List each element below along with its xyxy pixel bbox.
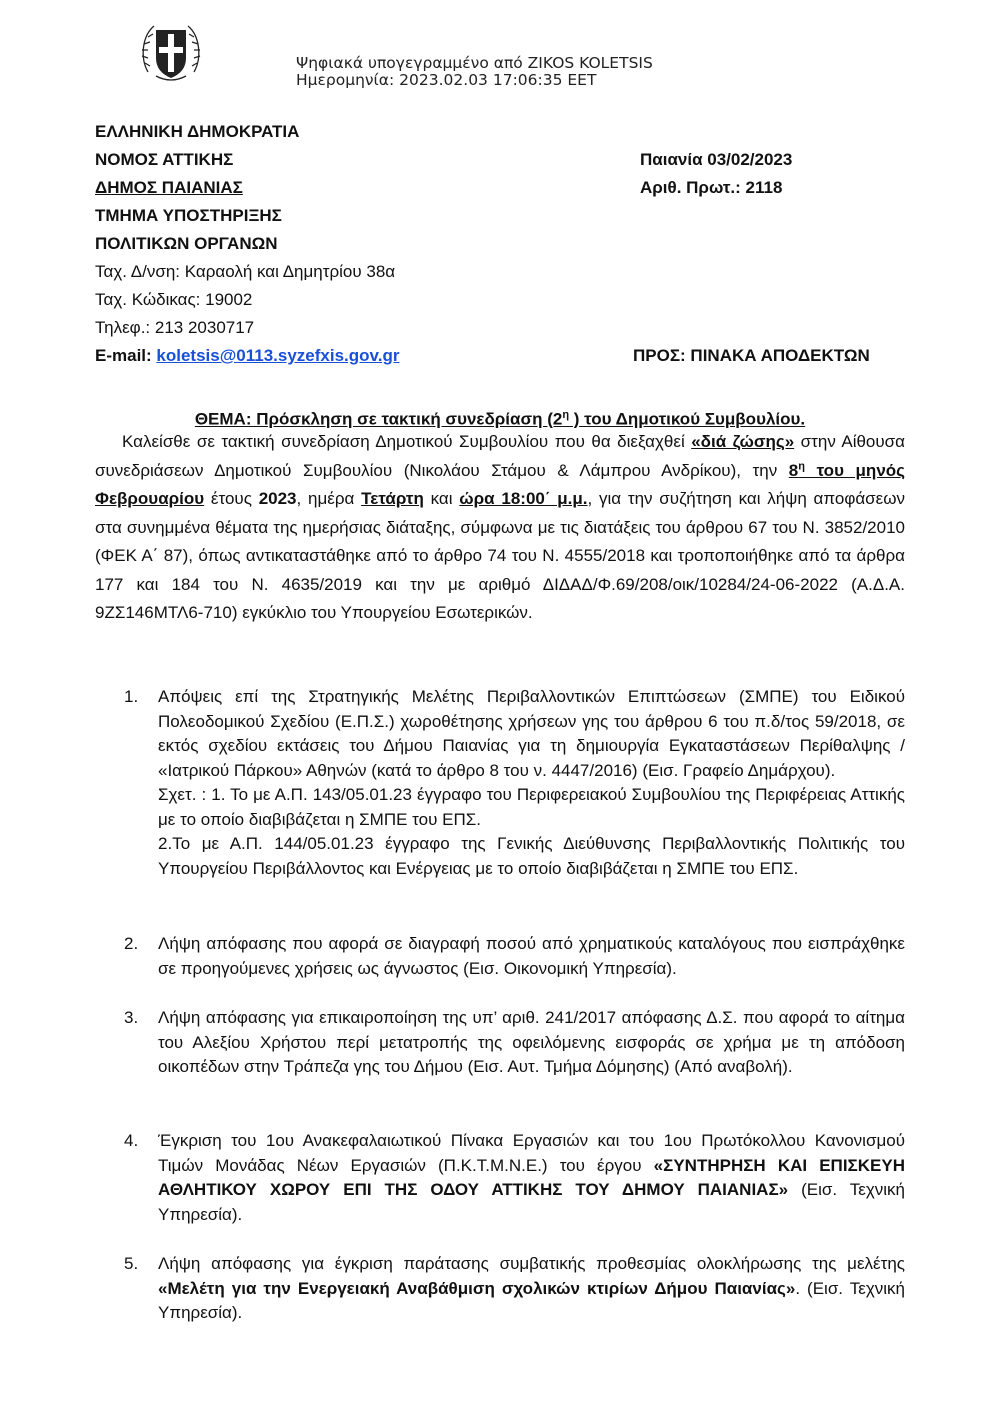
agenda-item-5 (124, 1252, 905, 1326)
email-label: E-mail: (95, 346, 157, 365)
study-title: «Μελέτη για την Ενεργειακή Αναβάθμιση σχολικών κτιρίων Δήμου Παιανίας» (158, 1278, 796, 1298)
agenda-item-number: 4. (124, 1131, 139, 1150)
subject-text-after: ) του Δημοτικού Συμβουλίου. (569, 409, 806, 429)
header-department-2: ΠΟΛΙΤΙΚΩΝ ΟΡΓΑΝΩΝ (95, 234, 278, 253)
protocol-number: Αριθ. Πρωτ.: 2118 (640, 178, 783, 197)
meeting-time: ώρα 18:00΄ μ.μ. (459, 489, 588, 508)
invitation-text-3: έτους (204, 489, 259, 508)
project-title: «ΣΥΝΤΗΡΗΣΗ ΚΑΙ ΕΠΙΣΚΕΥΗ ΑΘΛΗΤΙΚΟΥ ΧΩΡΟΥ ΕΠΙ ΤΗΣ ΟΔΟΥ ΑΤΤΙΚΗΣ ΤΟΥ ΔΗΜΟΥ ΠΑΙΑΝΙΑΣ» (158, 1155, 905, 1199)
digital-signature (296, 55, 653, 89)
agenda-item-number: 5. (124, 1254, 139, 1273)
agenda-item-related-2: 2.Το με Α.Π. 144/05.01.23 έγγραφο της Γενικής Διεύθυνσης Περιβαλλοντικής Πολιτικής του Υπουργείου Περιβάλλοντος και Ενέργειας με το οποίο διαβιβάζεται η ΣΜΠΕ του ΕΠΣ. (158, 834, 905, 878)
place-date: Παιανία 03/02/2023 (640, 150, 793, 169)
meeting-day-number: 8 (788, 460, 799, 480)
agenda-item-text-post: (Εισ. Τεχνική Υπηρεσία). (158, 1180, 905, 1224)
agenda-item-related-1: Σχετ. : 1. Το με Α.Π. 143/05.01.23 έγγραφο του Περιφερειακού Συμβουλίου της Περιφέρειας Αττικής με το οποίο διαβιβάζεται η ΣΜΠΕ του ΕΠΣ. (158, 785, 905, 829)
agenda-item-text (158, 1129, 905, 1227)
agenda-item-2 (124, 932, 905, 981)
email-link[interactable]: koletsis@0113.syzefxis.gov.gr (156, 346, 400, 365)
subject-text-before: ΘΕΜΑ: Πρόσκληση σε τακτική συνεδρίαση (2 (194, 409, 563, 429)
recipients: ΠΡΟΣ: ΠΙΝΑΚΑ ΑΠΟΔΕΚΤΩΝ (633, 346, 870, 365)
agenda-item-text-pre: Έγκριση του 1ου Ανακεφαλαιωτικού Πίνακα Εργασιών και του 1ου Πρωτόκολλου Κανονισμού Τιμών Μονάδας Νέων Εργασιών (Π.Κ.Τ.Μ.Ν.Ε.) του έργου (158, 1131, 905, 1175)
agenda-item-text: Λήψη απόφασης που αφορά σε διαγραφή ποσού από χρηματικούς καταλόγους που εισπράχθηκε σε προηγούμενες χρήσεις ως άγνωστος (Εισ. Οικονομική Υπηρεσία). (158, 934, 905, 978)
meeting-mode: «διά ζώσης» (691, 432, 795, 451)
meeting-day-sup: η (798, 459, 805, 472)
agenda-item-3 (124, 1006, 905, 1080)
header-department-1: ΤΜΗΜΑ ΥΠΟΣΤΗΡΙΞΗΣ (95, 206, 282, 225)
signature-line-2: Ημερομηνία: 2023.02.03 17:06:35 EET (296, 71, 597, 89)
meeting-year: 2023 (258, 489, 297, 508)
agenda-item-text: Λήψη απόφασης για επικαιροποίηση της υπ’ αριθ. 241/2017 απόφασης Δ.Σ. που αφορά το αίτημα του Αλεξίου Χρήστου περί μετατροπής της οφειλόμενης εισφοράς σε χρήμα με τη απόδοση οικοπέδων στην Τράπεζα γης του Δήμου (Εισ. Αυτ. Τμήμα Δόμησης) (Από αναβολή). (158, 1008, 905, 1076)
coat-of-arms-icon (140, 20, 202, 86)
meeting-weekday: Τετάρτη (361, 489, 424, 508)
meeting-month: του μηνός Φεβρουαρίου (95, 460, 905, 508)
invitation-text-5: και (423, 489, 460, 508)
header-country: ΕΛΛΗΝΙΚΗ ΔΗΜΟΚΡΑΤΙΑ (95, 122, 300, 141)
invitation-text-1: Καλείσθε σε τακτική συνεδρίαση Δημοτικού Συμβουλίου που θα διεξαχθεί (122, 432, 692, 451)
invitation-text-4: , ημέρα (296, 489, 362, 508)
header-address: Ταχ. Δ/νση: Καραολή και Δημητρίου 38α (95, 262, 396, 281)
header-phone: Τηλεφ.: 213 2030717 (95, 318, 255, 337)
agenda-item-number: 2. (124, 934, 139, 953)
invitation-paragraph (95, 428, 905, 628)
header-email-line (95, 346, 399, 366)
header-prefecture: ΝΟΜΟΣ ΑΤΤΙΚΗΣ (95, 150, 234, 169)
agenda-item-number: 3. (124, 1008, 139, 1027)
agenda-item-text-pre: Λήψη απόφασης για έγκριση παράτασης συμβατικής προθεσμίας ολοκλήρωσης της μελέτης (158, 1254, 905, 1273)
signature-line-1: Ψηφιακά υπογεγραμμένο από ZIKOS KOLETSIS (296, 54, 653, 72)
invitation-text-6: , για την συζήτηση και λήψη αποφάσεων στα συνημμένα θέματα της ημερήσιας διάταξης, σύμφωνα με τις διατάξεις του άρθρου 67 του Ν. 3852/2010 (ΦΕΚ Α΄ 87), όπως αντικαταστάθηκε από το άρθρο 74 του Ν. 4555/2018 και τροποποιήθηκε από τα άρθρα 177 και 184 του Ν. 4635/2019 και την με αριθμό ΔΙΔΑΔ/Φ.69/208/οικ/10284/24-06-2022 (Α.Δ.Α. 9ΖΣ146ΜΤΛ6-710) εγκύκλιο του Υπουργείου Εσωτερικών. (95, 489, 906, 622)
agenda-item-text-post: . (Εισ. Τεχνική Υπηρεσία). (158, 1278, 905, 1322)
agenda-item-4 (124, 1129, 905, 1227)
agenda-item-1 (124, 685, 905, 881)
agenda-item-text (158, 1252, 905, 1326)
header-postal-code: Ταχ. Κώδικας: 19002 (95, 290, 253, 309)
agenda-item-text: Απόψεις επί της Στρατηγικής Μελέτης Περιβαλλοντικών Επιπτώσεων (ΣΜΠΕ) του Ειδικού Πολεοδομικού Σχεδίου (Ε.Π.Σ.) χωροθέτησης χρήσεων γης του άρθρου 6 του π.δ/τος 59/2018, σε εκτός σχεδίου εκτάσεις του Δήμου Παιανίας για τη δημιουργία Εγκαταστάσεων Περίθαλψης / «Ιατρικού Πάρκου» Αθηνών (κατά το άρθρο 8 του ν. 4447/2016) (Εισ. Γραφείο Δημάρχου). (158, 687, 905, 780)
agenda-item-number: 1. (124, 687, 139, 706)
header-municipality: ΔΗΜΟΣ ΠΑΙΑΝΙΑΣ (95, 178, 243, 197)
subject-title (0, 405, 1000, 430)
invitation-text-2: στην Αίθουσα συνεδριάσεων Δημοτικού Συμβουλίου (Νικολάου Στάμου & Λάμπρου Ανδρίκου), την (95, 432, 906, 480)
subject-sup: η (562, 409, 570, 421)
